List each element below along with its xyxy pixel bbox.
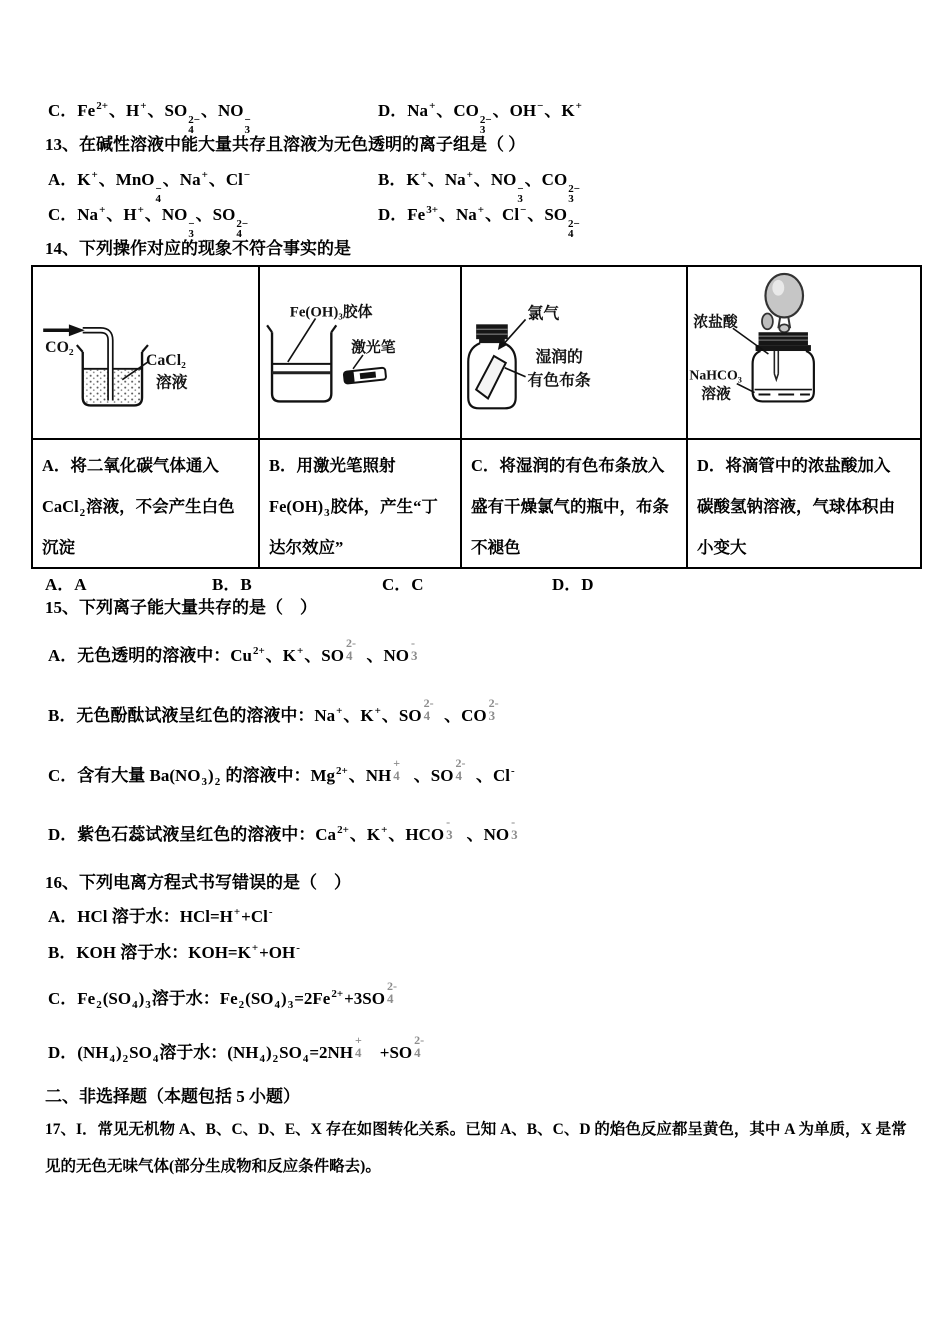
laser-pen-label: 激光笔 <box>351 340 396 357</box>
co2-beaker-diagram <box>33 267 258 438</box>
q13-option-d: D．$Fe^{3+}$、Na+、Cl−、SO 2− 4 <box>378 204 580 240</box>
q12-option-c: C．$Fe^{2+}$、H+、SO 2− 4 、NO − 3 <box>48 100 251 136</box>
q16-stem: 16、下列电离方程式书写错误的是（ ） <box>45 873 351 892</box>
solution-label: 溶液 <box>701 386 731 403</box>
moist-label: 湿润的 <box>535 348 583 366</box>
cloth-strip-icon <box>476 356 506 399</box>
solution-label: 溶液 <box>155 374 188 392</box>
q14-answer-a: A．A <box>45 575 87 594</box>
q14-table <box>31 265 922 569</box>
q16-option-c: C．$Fe_2(SO_4)_3$溶于水：$Fe_2(SO_4)_3=2Fe^{2+}+3SO$ 4 2- <box>48 979 397 1011</box>
q13-option-a: A．K+、MnO − 4 、Na+、Cl− <box>48 169 251 205</box>
q14-cell-b: B．用激光笔照射 $Fe(OH)_3$胶体，产生“丁 达尔效应” <box>260 440 462 567</box>
hcl-label: 浓盐酸 <box>693 314 738 331</box>
colloid-laser-diagram <box>260 267 460 438</box>
q14-stem: 14、下列操作对应的现象不符合事实的是 <box>45 239 351 258</box>
balloon-bottle-diagram <box>688 267 920 438</box>
q13-stem: 13、在碱性溶液中能大量共存且溶液为无色透明的离子组是（ ） <box>45 135 526 154</box>
nahco3-label: NaHCO₃ <box>689 367 742 383</box>
chlorine-label: 氯气 <box>527 305 560 323</box>
q14-answer-d: D．D <box>552 575 594 594</box>
q13-option-c: C．Na+、H+、NO − 3 、SO 2− 4 <box>48 204 249 240</box>
dropper-bulb-icon <box>762 313 773 329</box>
q16-option-b: B．KOH 溶于水：KOH=K++OH- <box>48 942 300 962</box>
q14-diagram-d <box>688 267 920 440</box>
q17-stem-line2: 见的无色无味气体(部分生成物和反应条件略去)。 <box>45 1158 381 1175</box>
q15-option-a: A．无色透明的溶液中：$Cu^{2+}$、K+、SO 4 2- 、NO 3 - <box>48 636 418 665</box>
q16-option-d: D．$(NH_4)_2SO_4$溶于水：$(NH_4)_2SO_4=2NH$ 4 + +SO 4 2- <box>48 1033 425 1065</box>
colloid-label: Fe(OH)₃胶体 <box>289 304 373 321</box>
q14-cell-d: D．将滴管中的浓盐酸加入 碳酸氢钠溶液，气球体积由 小变大 <box>697 456 895 557</box>
laser-pen-icon <box>344 368 387 384</box>
strip-label: 有色布条 <box>527 372 591 390</box>
q14-answer-c: C．C <box>382 575 424 594</box>
co2-label: CO₂ <box>45 339 74 357</box>
dropper-tube-icon <box>774 351 778 380</box>
q15-option-d: D．紫色石蕊试液呈红色的溶液中：$Ca^{2+}$、K+、HCO 3 - 、NO 3 - <box>48 815 518 844</box>
q14-cell-a: A．将二氧化碳气体通入 CaCl$_2$溶液，不会产生白色 沉淀 <box>33 440 260 567</box>
q14-diagram-c <box>462 267 688 440</box>
q14-diagram-b <box>260 267 462 440</box>
q14-cell-c: C．将湿润的有色布条放入 盛有干燥氯气的瓶中，布条 不褪色 <box>462 440 688 567</box>
balloon-icon <box>765 274 803 317</box>
section2-heading: 二、非选择题（本题包括 5 小题） <box>45 1087 300 1106</box>
q14-answer-b: B．B <box>212 575 252 594</box>
q13-option-b: B．K+、Na+、NO − 3 、CO 2− 3 <box>378 169 580 205</box>
label-pointer-line <box>288 318 316 361</box>
label-pointer-line <box>353 355 363 369</box>
chlorine-jar-diagram <box>462 267 686 438</box>
q14-diagram-a <box>33 267 260 440</box>
q15-stem: 15、下列离子能大量共存的是（ ） <box>45 598 317 617</box>
q12-option-d: D．Na+、CO 2− 3 、OH−、K+ <box>378 100 582 136</box>
cacl2-label: CaCl₂ <box>145 351 186 369</box>
q15-option-c: C．含有大量 $Ba(NO_3)_2$ 的溶液中：$Mg^{2+}$、NH 4 + 、SO 4 2- 、Cl- <box>48 756 515 788</box>
q16-option-a: A．HCl 溶于水：HCl=H++Cl- <box>48 906 273 926</box>
q15-option-b: B．无色酚酞试液呈红色的溶液中：Na+、K+、SO 4 2- 、CO 3 2- <box>48 696 499 725</box>
jar-cap-icon <box>476 324 508 339</box>
q17-stem-line1: 17、I．常见无机物 A、B、C、D、E、X 存在如图转化关系。已知 A、B、C、D 的焰色反应都呈黄色，其中 A 为单质，X 是常 <box>45 1121 907 1138</box>
bottle-cap-icon <box>759 332 808 345</box>
